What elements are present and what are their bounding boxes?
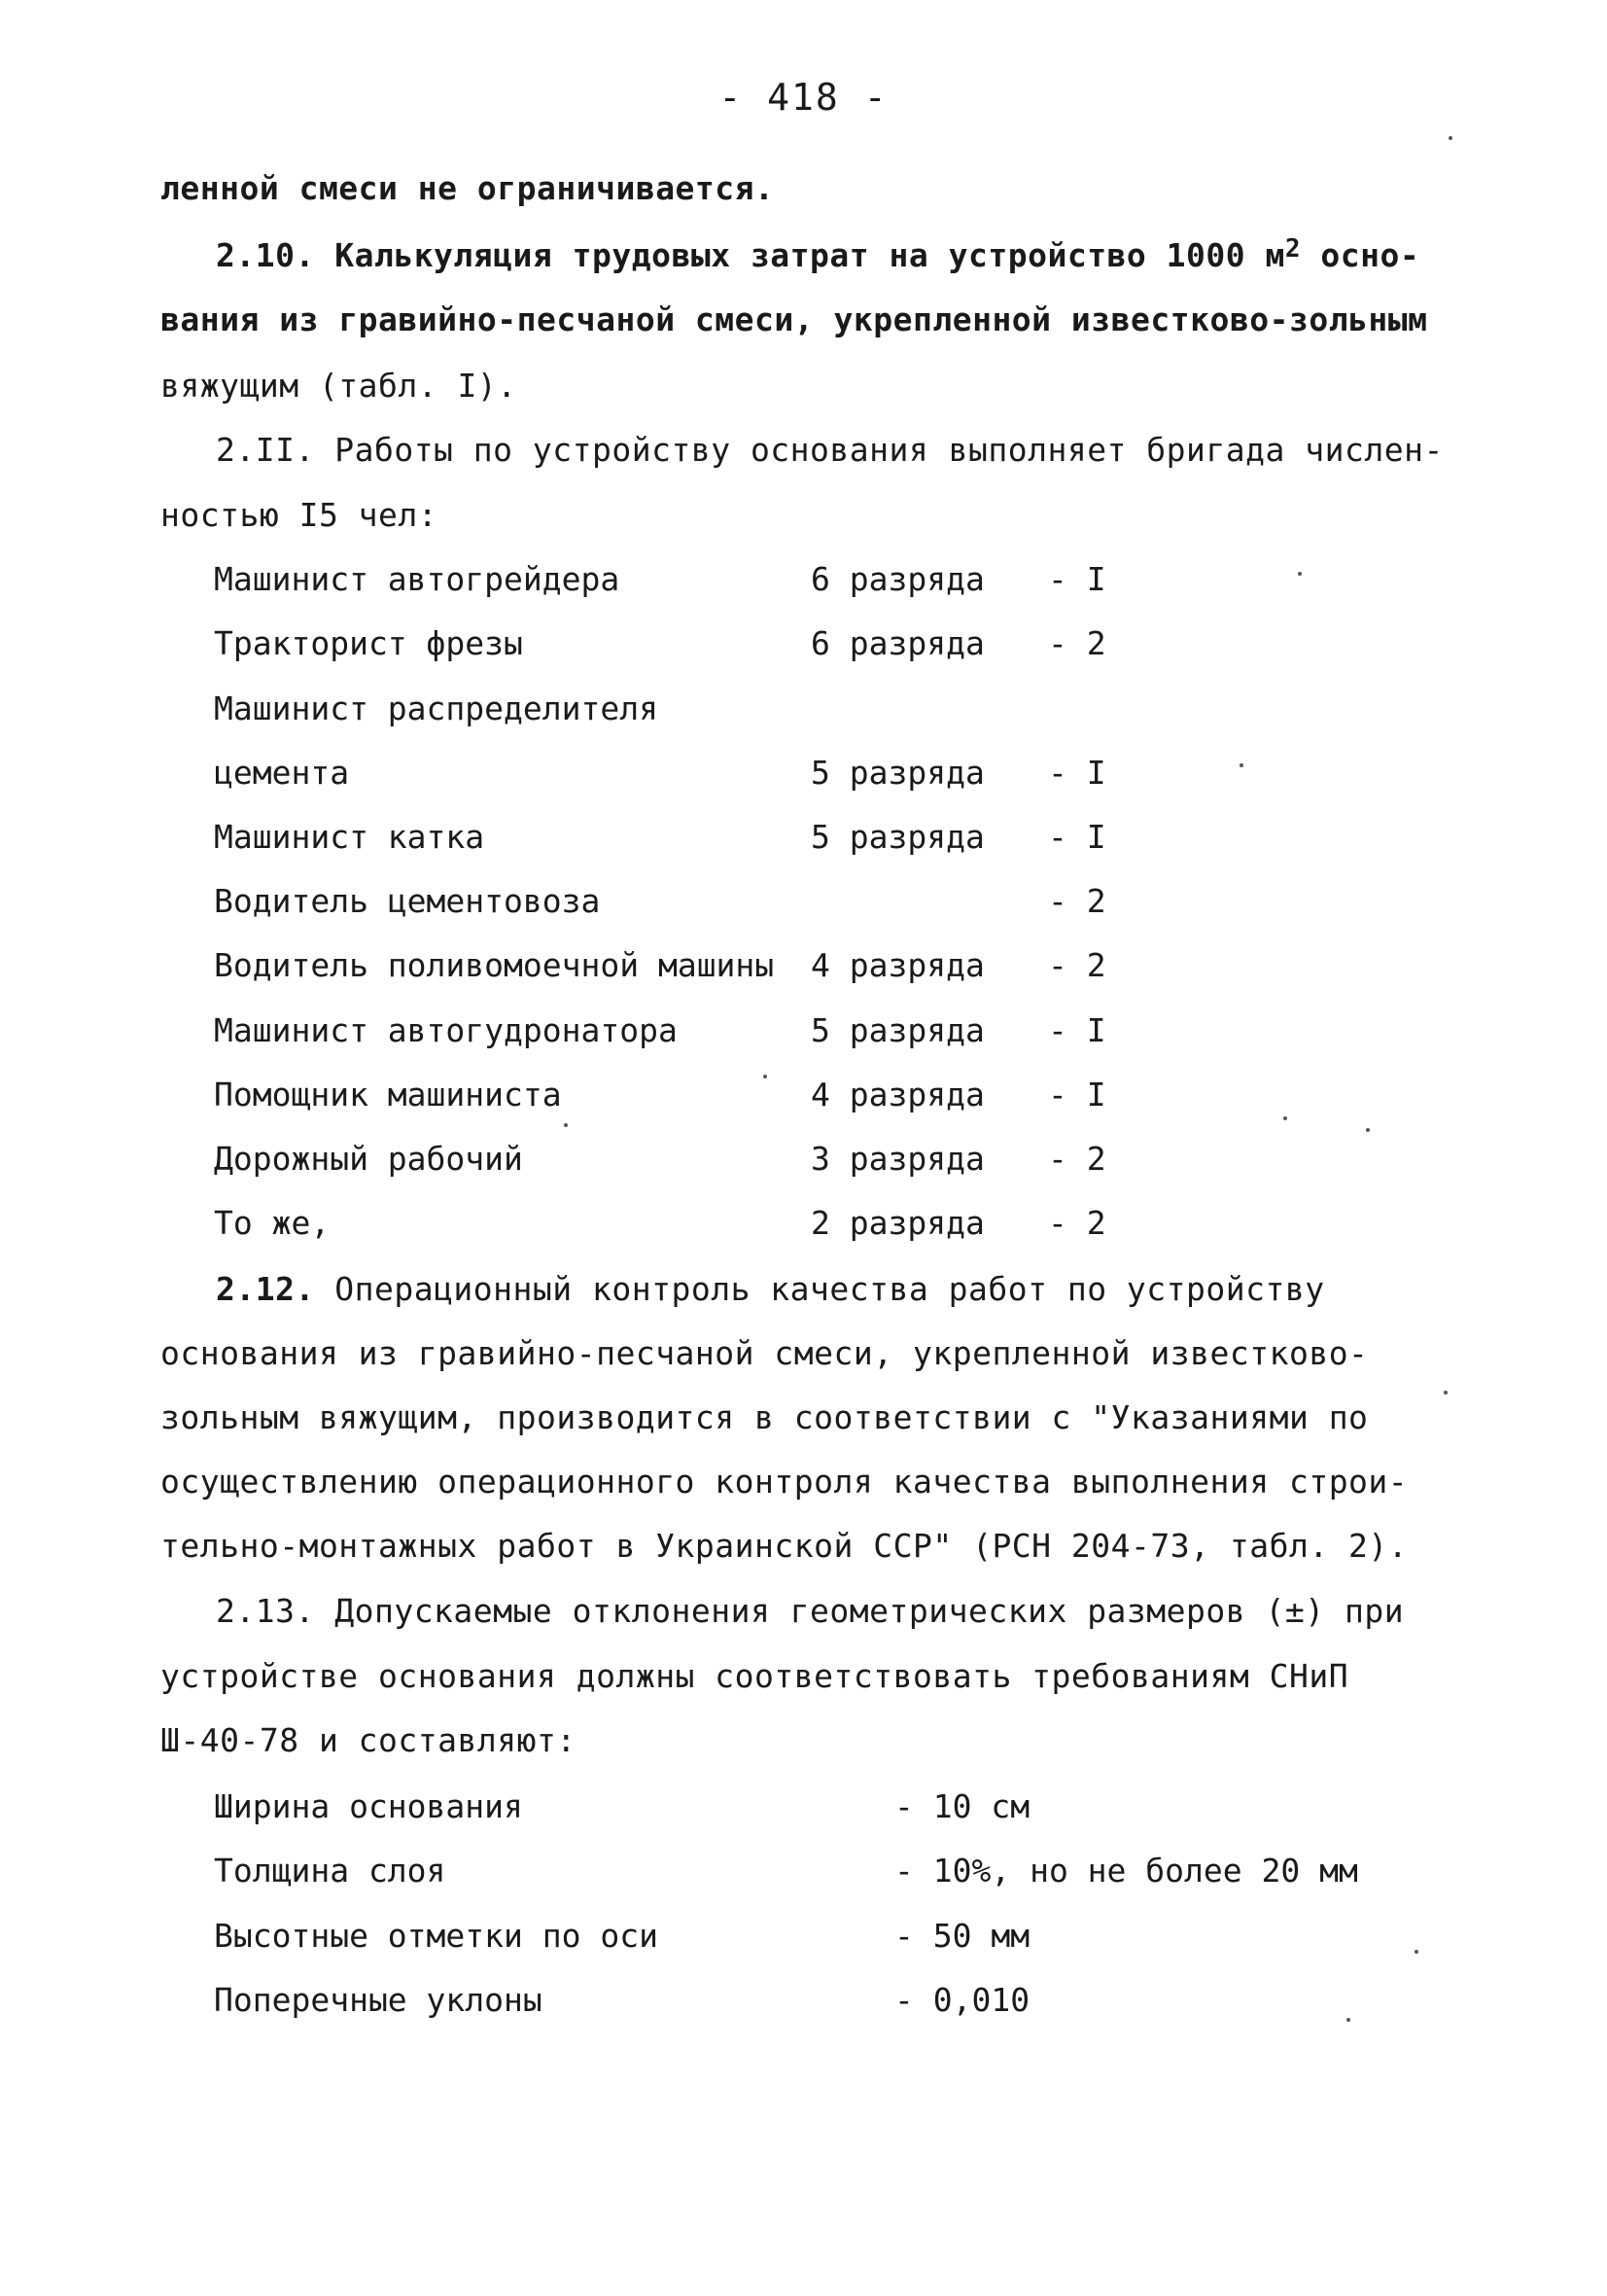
crew-role: Машинист автогрейдера <box>214 560 620 598</box>
section-text: Допускаемые отклонения геометрических размеров (±) при <box>334 1592 1405 1630</box>
crew-role: цемента <box>214 754 350 792</box>
crew-role: Водитель цементовоза <box>214 882 601 920</box>
crew-role: То же, <box>214 1204 331 1242</box>
crew-count: - I <box>1048 754 1106 792</box>
scan-speck <box>1240 763 1243 767</box>
crew-grade: 5 разряда <box>811 818 985 856</box>
scan-speck <box>1444 1391 1448 1395</box>
section-number: 2.13. <box>216 1592 315 1630</box>
crew-row <box>214 882 1186 921</box>
section-2-12-line-2: основания из гравийно-песчаной смеси, укрепленной известково- <box>160 1334 1369 1372</box>
scan-speck <box>1449 136 1452 140</box>
section-2-10-line-3: вяжущим (табл. I). <box>160 367 517 405</box>
crew-row <box>214 818 1186 857</box>
deviation-name: Толщина слоя <box>214 1852 446 1890</box>
deviation-name: Поперечные уклоны <box>214 1981 542 2019</box>
crew-role: Машинист распределителя <box>214 689 658 727</box>
crew-count: - I <box>1048 1011 1106 1049</box>
crew-count: - 2 <box>1048 882 1106 920</box>
scan-speck <box>1283 1116 1287 1120</box>
section-2-12-line-3: зольным вяжущим, производится в соответствии с "Указаниями по <box>160 1398 1369 1436</box>
deviation-row <box>214 1917 1429 1956</box>
crew-row <box>214 1011 1186 1050</box>
crew-count: - 2 <box>1048 1204 1106 1242</box>
crew-row <box>214 754 1186 793</box>
deviation-name: Высотные отметки по оси <box>214 1917 658 1955</box>
section-text: осно- <box>1301 236 1420 274</box>
section-number: 2.10. <box>216 236 315 274</box>
section-text: Калькуляция трудовых затрат на устройство 1000 м <box>334 236 1285 274</box>
crew-count: - 2 <box>1048 1140 1106 1178</box>
section-2-11-line-1 <box>216 431 1444 470</box>
scan-speck <box>763 1075 767 1078</box>
section-number: 2.II. <box>216 431 315 469</box>
crew-role: Дорожный рабочий <box>214 1140 523 1178</box>
section-text: Работы по устройству основания выполняет бригада числен- <box>334 431 1444 469</box>
deviation-row <box>214 1852 1429 1890</box>
crew-grade: 5 разряда <box>811 754 985 792</box>
crew-grade: 2 разряда <box>811 1204 985 1242</box>
crew-grade: 4 разряда <box>811 946 985 984</box>
section-2-11-line-2: ностью I5 чел: <box>160 496 438 534</box>
crew-grade: 3 разряда <box>811 1140 985 1178</box>
square-superscript: 2 <box>1284 234 1302 264</box>
deviation-row <box>214 1787 1429 1826</box>
crew-row <box>214 1076 1186 1114</box>
crew-role: Машинист катка <box>214 818 485 856</box>
deviation-value: - 0,010 <box>894 1981 1031 2019</box>
section-number: 2.12. <box>216 1270 315 1308</box>
deviation-value: - 10 см <box>894 1787 1031 1825</box>
crew-count: - I <box>1048 818 1106 856</box>
crew-row <box>214 1140 1186 1179</box>
crew-role: Помощник машиниста <box>214 1076 562 1113</box>
crew-count: - I <box>1048 560 1106 598</box>
deviation-value: - 10%, но не более 20 мм <box>894 1852 1358 1890</box>
deviation-row <box>214 1981 1429 2020</box>
crew-count: - I <box>1048 1076 1106 1113</box>
crew-grade: 6 разряда <box>811 560 985 598</box>
scan-speck <box>1415 1950 1418 1954</box>
crew-grade: 4 разряда <box>811 1076 985 1113</box>
crew-count: - 2 <box>1048 946 1106 984</box>
deviation-name: Ширина основания <box>214 1787 523 1825</box>
scan-speck <box>1346 2018 1350 2022</box>
scan-speck <box>1366 1128 1370 1132</box>
deviation-value: - 50 мм <box>894 1917 1031 1955</box>
crew-grade: 5 разряда <box>811 1011 985 1049</box>
section-2-13-line-3: Ш-40-78 и составляют: <box>160 1721 576 1759</box>
crew-row <box>214 1204 1186 1243</box>
crew-count: - 2 <box>1048 624 1106 662</box>
crew-role: Тракторист фрезы <box>214 624 523 662</box>
page-number: - 418 - <box>718 76 889 119</box>
scan-speck <box>564 1123 568 1127</box>
continuation-line: ленной смеси не ограничивается. <box>160 169 775 207</box>
crew-grade: 6 разряда <box>811 624 985 662</box>
crew-role: Машинист автогудронатора <box>214 1011 678 1049</box>
section-2-10-line-2: вания из гравийно-песчаной смеси, укрепленной известково-зольным <box>160 300 1428 338</box>
section-2-12-line-1 <box>216 1270 1325 1309</box>
crew-row <box>214 689 1186 728</box>
crew-row <box>214 560 1186 599</box>
section-2-13-line-1 <box>216 1592 1404 1631</box>
scan-speck <box>1298 572 1302 576</box>
crew-row <box>214 946 1186 985</box>
crew-row <box>214 624 1186 663</box>
section-2-12-line-4: осуществлению операционного контроля качества выполнения строи- <box>160 1463 1409 1501</box>
section-text: Операционный контроль качества работ по устройству <box>334 1270 1325 1308</box>
section-2-12-line-5: тельно-монтажных работ в Украинской ССР" (РСН 204-73, табл. 2). <box>160 1527 1409 1565</box>
crew-role: Водитель поливомоечной машины <box>214 946 775 984</box>
section-2-10-line-1 <box>216 236 1419 278</box>
section-2-13-line-2: устройстве основания должны соответствовать требованиям СНиП <box>160 1657 1349 1695</box>
